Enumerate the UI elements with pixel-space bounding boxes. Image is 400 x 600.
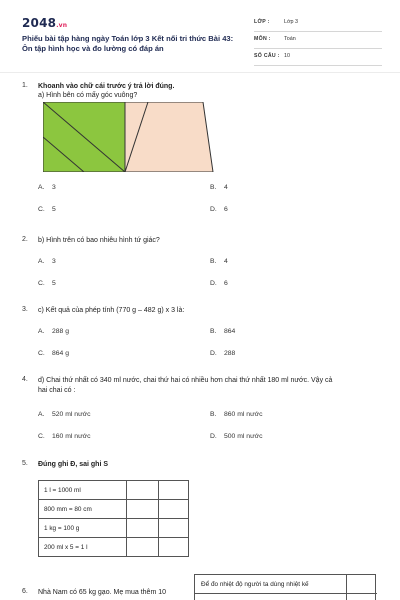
- option-value: 5: [52, 206, 56, 213]
- option-b[interactable]: [210, 328, 235, 335]
- logo-text: 2048: [22, 16, 57, 30]
- table-row: [39, 538, 189, 557]
- answer-cell[interactable]: [127, 538, 159, 557]
- statement-text: Để đo nhiệt độ người ta dùng nhiệt kế: [201, 581, 309, 588]
- option-d[interactable]: [210, 350, 235, 357]
- table-row: [39, 481, 189, 500]
- answer-cell[interactable]: [127, 481, 159, 500]
- option-value: 288 g: [52, 328, 70, 335]
- option-b[interactable]: [210, 411, 262, 418]
- question-text: b) Hình trên có bao nhiêu hình tứ giác?: [38, 237, 160, 244]
- option-letter: D.: [210, 433, 217, 440]
- option-letter: D.: [210, 280, 217, 287]
- option-a[interactable]: [38, 328, 69, 335]
- table-row: [39, 519, 189, 538]
- question-text-line-2: hai chai có :: [38, 387, 76, 394]
- option-value: 3: [52, 184, 56, 191]
- question-2: [22, 236, 382, 292]
- document-title: [22, 34, 242, 54]
- question-text: Khoanh vào chữ cái trước ý trả lời đúng.: [38, 83, 175, 90]
- meta-value: Lớp 3: [284, 19, 299, 25]
- option-letter: C.: [38, 350, 45, 357]
- option-letter: A.: [38, 258, 45, 265]
- meta-row-count: [254, 50, 382, 66]
- option-letter: A.: [38, 184, 45, 191]
- figure-peach-trapezoid: [125, 102, 213, 172]
- option-d[interactable]: [210, 433, 262, 440]
- answer-cell[interactable]: [159, 519, 189, 538]
- statement-cell: 1 kg = 100 g: [39, 519, 127, 538]
- title-line-2: Ôn tập hình học và đo lường có đáp án: [22, 44, 164, 53]
- question-number: 3.: [22, 306, 28, 313]
- option-value: 4: [224, 258, 228, 265]
- meta-value: 10: [284, 53, 290, 59]
- option-letter: B.: [210, 411, 217, 418]
- option-b[interactable]: [210, 258, 228, 265]
- question-subtext: a) Hình bên có mấy góc vuông?: [38, 92, 138, 99]
- option-c[interactable]: [38, 350, 69, 357]
- option-value: 4: [224, 184, 228, 191]
- question-text: Nhà Nam có 65 kg gạo. Mẹ mua thêm 10: [38, 589, 167, 596]
- meta-row-class: [254, 16, 382, 32]
- option-letter: D.: [210, 350, 217, 357]
- title-line-1: Phiếu bài tập hàng ngày Toán lớp 3 Kết nối tri thức Bài 43:: [22, 34, 234, 43]
- option-letter: C.: [38, 206, 45, 213]
- option-value: 864: [224, 328, 236, 335]
- geometry-figure: [43, 102, 233, 172]
- option-b[interactable]: [210, 184, 228, 191]
- question-number: 1.: [22, 82, 28, 89]
- option-letter: B.: [210, 184, 217, 191]
- question-5: [22, 460, 382, 570]
- option-letter: C.: [38, 280, 45, 287]
- question-text: Đúng ghi Đ, sai ghi S: [38, 461, 108, 468]
- option-a[interactable]: [38, 411, 90, 418]
- option-letter: B.: [210, 258, 217, 265]
- answer-cell[interactable]: [159, 538, 189, 557]
- option-value: 864 g: [52, 350, 70, 357]
- question-number: 4.: [22, 376, 28, 383]
- question-number: 5.: [22, 460, 28, 467]
- question-text: [38, 376, 378, 396]
- question-number: 2.: [22, 236, 28, 243]
- option-value: 6: [224, 206, 228, 213]
- option-letter: D.: [210, 206, 217, 213]
- option-letter: A.: [38, 328, 45, 335]
- table-row: [39, 500, 189, 519]
- true-false-table: [38, 480, 189, 557]
- option-a[interactable]: [38, 184, 56, 191]
- option-value: 288: [224, 350, 236, 357]
- table-divider: [195, 593, 377, 594]
- option-value: 860 ml nước: [224, 411, 263, 418]
- option-letter: B.: [210, 328, 217, 335]
- statement-cell: [195, 575, 347, 600]
- statement-cell: 200 ml x 5 = 1 l: [39, 538, 127, 557]
- answer-cell[interactable]: [127, 519, 159, 538]
- option-value: 500 ml nước: [224, 433, 263, 440]
- option-value: 160 ml nước: [52, 433, 91, 440]
- question-text-line-1: d) Chai thứ nhất có 340 ml nước, chai thứ hai có nhiều hơn chai thứ nhất 180 ml nước. Vậy cả: [38, 377, 333, 384]
- option-c[interactable]: [38, 206, 56, 213]
- meta-label: MÔN :: [254, 36, 271, 42]
- question-text: c) Kết quả của phép tính (770 g – 482 g) x 3 là:: [38, 307, 185, 314]
- answer-cell[interactable]: [347, 575, 377, 600]
- statement-cell: 1 l = 1000 ml: [39, 481, 127, 500]
- answer-cell[interactable]: [127, 500, 159, 519]
- option-letter: A.: [38, 411, 45, 418]
- question-3: [22, 306, 382, 362]
- meta-value: Toán: [284, 36, 296, 42]
- header-divider: [0, 72, 400, 73]
- option-value: 6: [224, 280, 228, 287]
- option-d[interactable]: [210, 206, 228, 213]
- option-value: 3: [52, 258, 56, 265]
- worksheet-header: [22, 16, 382, 68]
- meta-info: [254, 16, 382, 67]
- meta-label: SỐ CÂU :: [254, 53, 280, 59]
- meta-label: LỚP :: [254, 19, 270, 25]
- question-number: 6.: [22, 588, 28, 595]
- logo-suffix: .vn: [56, 22, 68, 29]
- site-logo[interactable]: [22, 16, 67, 30]
- option-value: 520 ml nước: [52, 411, 91, 418]
- answer-cell[interactable]: [159, 500, 189, 519]
- question-4: [22, 376, 382, 444]
- option-c[interactable]: [38, 433, 90, 440]
- answer-cell[interactable]: [159, 481, 189, 500]
- option-a[interactable]: [38, 258, 56, 265]
- question-1: [22, 82, 382, 222]
- option-letter: C.: [38, 433, 45, 440]
- option-c[interactable]: [38, 280, 56, 287]
- thermometer-table: [194, 574, 376, 600]
- statement-cell: 800 mm = 80 cm: [39, 500, 127, 519]
- option-d[interactable]: [210, 280, 228, 287]
- meta-row-subject: [254, 33, 382, 49]
- option-value: 5: [52, 280, 56, 287]
